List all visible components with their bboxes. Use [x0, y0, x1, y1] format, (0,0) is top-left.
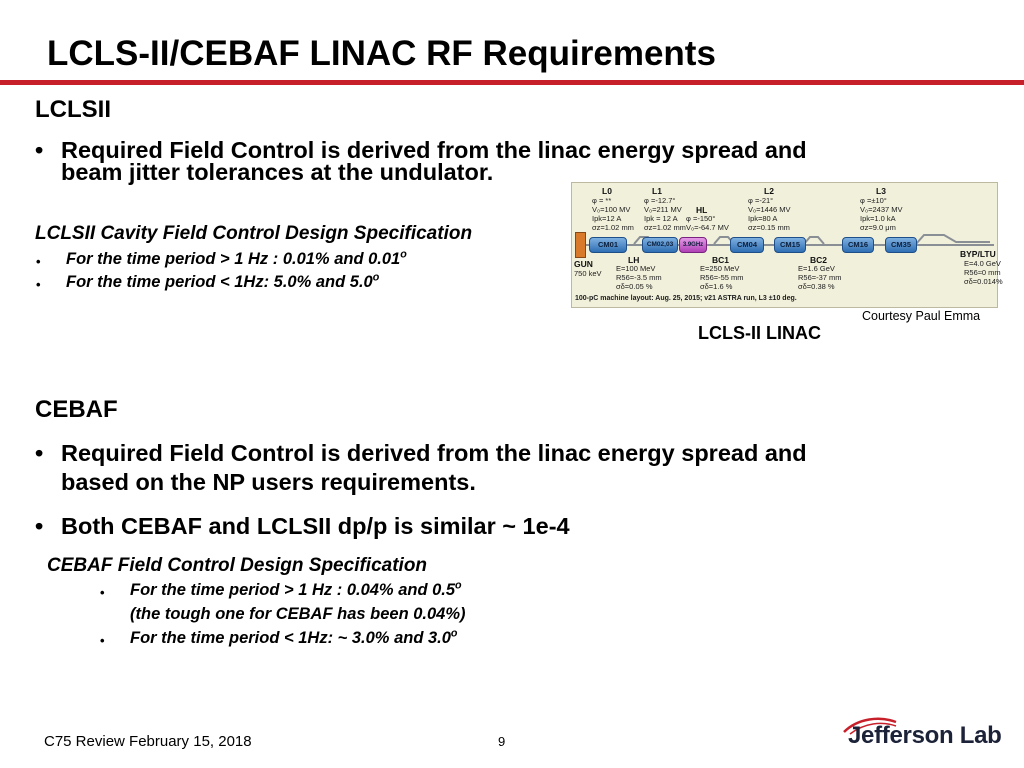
lclsii-spec-item-2: For the time period < 1Hz: 5.0% and 5.0$^o$ [66, 271, 380, 291]
lclsii-bullet-line2: beam jitter tolerances at the undulator. [61, 159, 494, 185]
module-cm04: CM04 [730, 237, 764, 253]
bc2-label: BC2 [810, 255, 828, 265]
module-cm15: CM15 [774, 237, 806, 253]
gun-label: GUN [574, 259, 593, 269]
page-title: LCLS-II/CEBAF LINAC RF Requirements [47, 34, 716, 73]
cebaf-spec-bullet-1: • [100, 585, 105, 600]
cebaf-spec-title: CEBAF Field Control Design Specification [47, 555, 428, 576]
module-3-9ghz: 3.9GHz [679, 237, 707, 253]
module-cm02-03: CM02,03 [642, 237, 678, 253]
cebaf-spec-item-2: For the time period < 1Hz: ~ 3.0% and 3.0$^o$ [130, 627, 458, 647]
hl-label: HL [696, 205, 708, 215]
l0-label: L0 [602, 186, 612, 196]
l1-label: L1 [652, 186, 662, 196]
module-cm16: CM16 [842, 237, 874, 253]
cebaf-bullet1-line2: based on the NP users requirements. [61, 469, 476, 495]
diagram-caption: 100-pC machine layout: Aug. 25, 2015; v21 ASTRA run, L3 ±10 deg. [575, 295, 797, 302]
lclsii-bullet-line1: Required Field Control is derived from the linac energy spread and [61, 137, 807, 163]
bc1-params: E=250 MeV R56=-55 mm σδ=1.6 % [700, 264, 744, 291]
gun-energy: 750 keV [574, 269, 602, 278]
hl-params: φ =-150° V₀=-64.7 MV [686, 214, 729, 232]
jefferson-lab-logo: Jefferson Lab [848, 722, 1002, 749]
courtesy-credit: Courtesy Paul Emma [862, 309, 981, 323]
bc1-label: BC1 [712, 255, 730, 265]
cebaf-heading: CEBAF [35, 396, 118, 423]
module-cm35: CM35 [885, 237, 917, 253]
cebaf-bullet2: Both CEBAF and LCLSII dp/p is similar ~ 1e-4 [61, 513, 570, 539]
lcls-ii-linac-diagram [571, 182, 1003, 308]
cebaf-bullet-marker-1: • [35, 440, 44, 466]
cebaf-bullet-marker-2: • [35, 513, 44, 539]
lclsii-bullet-marker: • [35, 137, 44, 163]
footer-review-date: C75 Review February 15, 2018 [44, 733, 252, 750]
lclsii-spec-item-1: For the time period > 1 Hz : 0.01% and 0.01$^o$ [66, 248, 407, 268]
page-number: 9 [498, 734, 506, 749]
cebaf-spec-item-1-note: (the tough one for CEBAF has been 0.04%) [130, 605, 466, 623]
diagram-label: LCLS-II LINAC [698, 323, 821, 343]
l2-params: φ =-21° V₀=1446 MV Ipk=80 A σz=0.15 mm [748, 196, 791, 232]
module-cm01: CM01 [589, 237, 627, 253]
lclsii-spec-bullet-2: • [36, 277, 41, 292]
cebaf-spec-bullet-2: • [100, 633, 105, 648]
lclsii-spec-bullet-1: • [36, 254, 41, 269]
lclsii-heading: LCLSII [35, 96, 111, 123]
byp-ltu-params: E=4.0 GeV R56≈0 mm σδ=0.014% [964, 259, 1003, 286]
cebaf-spec-item-1: For the time period > 1 Hz : 0.04% and 0.5$^o$ [130, 579, 462, 599]
title-rule [0, 80, 1024, 85]
l0-params: φ = ** V₀=100 MV Ipk=12 A σz=1.02 mm [592, 196, 634, 232]
lh-params: E=100 MeV R56=-3.5 mm σδ=0.05 % [616, 264, 662, 291]
cebaf-bullet1-line1: Required Field Control is derived from the linac energy spread and [61, 440, 807, 466]
gun-box [575, 232, 586, 258]
l2-label: L2 [764, 186, 774, 196]
l1-params: φ =-12.7° V₀=211 MV Ipk = 12 A σz=1.02 mm [644, 196, 686, 232]
byp-ltu-label: BYP/LTU [960, 249, 996, 259]
lclsii-spec-title: LCLSII Cavity Field Control Design Specification [35, 223, 473, 244]
l3-params: φ =±10° V₀=2437 MV Ipk=1.0 kA σz=9.0 μm [860, 196, 903, 232]
l3-label: L3 [876, 186, 886, 196]
bc2-params: E=1.6 GeV R56=-37 mm σδ=0.38 % [798, 264, 842, 291]
lh-label: LH [628, 255, 640, 265]
